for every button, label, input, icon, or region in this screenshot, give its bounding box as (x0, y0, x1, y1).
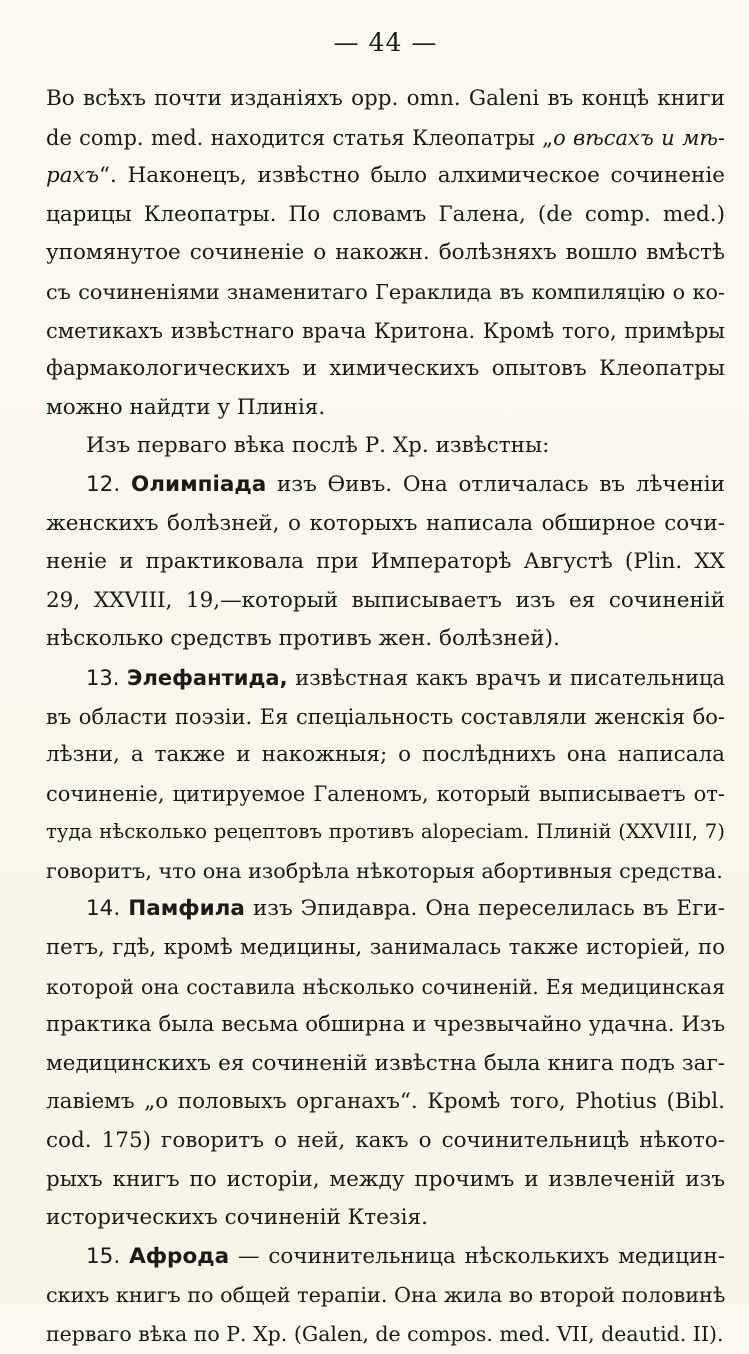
text-line: 29, XXVIII, 19,—который выписываетъ изъ ея сочиненій (46, 587, 725, 613)
text-line: говоритъ, что она изобрѣла нѣкоторыя абортивныя средства. (46, 858, 723, 883)
text-line: женскихъ болѣзней, о которыхъ написала обширное сочи- (46, 510, 725, 536)
text-line: сметикахъ извѣстнаго врача Критона. Кромѣ того, примѣры (46, 318, 725, 343)
text-line: перваго вѣка по Р. Хр. (Galen, de compos. med. VII, deautid. II). (46, 1322, 724, 1346)
text-line: Во всѣхъ почти изданіяхъ орр. omn. Galeni въ концѣ книги (46, 86, 725, 111)
text-line: рыхъ книгъ по исторіи, между прочимъ и извлеченій изъ (46, 1166, 725, 1192)
entry-name: Элефантида, (127, 665, 288, 690)
italic-title: рахъ (46, 163, 100, 189)
entry-name: Памфила (128, 896, 245, 922)
text-line: можно найдти у Плинія. (46, 394, 326, 420)
text-line: петъ, гдѣ, кромѣ медицины, занималась также исторіей, по (46, 935, 725, 961)
text-line: въ области поэзіи. Ея спеціальность составляли женскія бо- (46, 704, 725, 729)
italic-title: о вѣсахъ и мѣ- (553, 125, 725, 150)
entry-number: 12. (86, 471, 121, 497)
text-line: историческихъ сочиненій Ктезія. (46, 1205, 428, 1231)
paragraph-elefantida (46, 659, 725, 891)
text-line: de comp. med. находится статья Клеопатры „о вѣсахъ и мѣ- (46, 125, 725, 150)
text-line: практика была весьма обширна и чрезвычайно удачна. Изъ (46, 1012, 725, 1038)
text-line (46, 466, 725, 505)
text-line: фармакологическихъ и химическихъ опытовъ Клеопатры (46, 356, 725, 382)
text-line: рахъ“. Наконецъ, извѣстно было алхимическое сочиненіе (46, 163, 725, 189)
text-line: медицинскихъ ея сочиненій извѣстна была книга подъ заг- (46, 1050, 725, 1076)
entry-name: Афрода (129, 1243, 230, 1269)
text-line: упомянутое сочиненіе о накожн. болѣзняхъ вошло вмѣстѣ (46, 240, 725, 266)
text-line (46, 1238, 725, 1277)
entry-number: 15. (86, 1243, 121, 1269)
paragraph-kleopatra (46, 80, 725, 427)
text-fragment: изъ Ѳивъ. Она отличалась въ лѣченіи (277, 471, 725, 497)
paragraph-afroda (46, 1238, 725, 1354)
entry-number: 14. (86, 896, 121, 922)
text-line: которой она составила нѣсколько сочиненій. Ея медицинская (46, 974, 725, 999)
text-line: cod. 175) говоритъ о ней, какъ о сочинительницѣ нѣкото- (46, 1128, 725, 1154)
text-line (46, 890, 725, 929)
paragraph-pamfila (46, 890, 725, 1237)
entry-number: 13. (86, 665, 120, 690)
text-line: скихъ книгъ по общей терапіи. Она жила во второй половинѣ (46, 1283, 726, 1308)
page-number: — 44 — (333, 28, 438, 57)
text-fragment: — сочинительница нѣсколькихъ медицин- (237, 1243, 725, 1269)
text-line: туда нѣсколько рецептовъ противъ alopeciam. Плиній (XXVIII, 7) (46, 820, 725, 844)
text-line: царицы Клеопатры. По словамъ Галена, (de comp. med.) (46, 201, 725, 227)
text-line: съ сочиненіями знаменитаго Гераклида въ компиляцію о ко- (46, 279, 725, 304)
text-line: Изъ перваго вѣка послѣ Р. Хр. извѣстны: (86, 433, 550, 459)
text-line: сочиненіе, цитируемое Галеномъ, который выписываетъ от- (46, 781, 725, 806)
entry-name: Олимпіада (130, 471, 267, 497)
text-line: лѣзни, а также и накожныя; о послѣднихъ она написала (46, 742, 725, 768)
text-line (46, 659, 725, 698)
text-fragment: изъ Эпидавра. Она переселилась въ Еги- (252, 896, 725, 922)
paragraph-olimpiada (46, 466, 725, 659)
paragraph-first-century (46, 427, 725, 466)
text-fragment: извѣстная какъ врачъ и писательница (295, 665, 725, 690)
text-line: нѣсколько средствъ противъ жен. болѣзней). (46, 626, 560, 652)
text-line: лавіемъ „о половыхъ органахъ“. Кромѣ того, Photius (Bibl. (46, 1089, 725, 1115)
text-line: неніе и практиковала при Императорѣ Августѣ (Plin. XX (46, 549, 725, 575)
